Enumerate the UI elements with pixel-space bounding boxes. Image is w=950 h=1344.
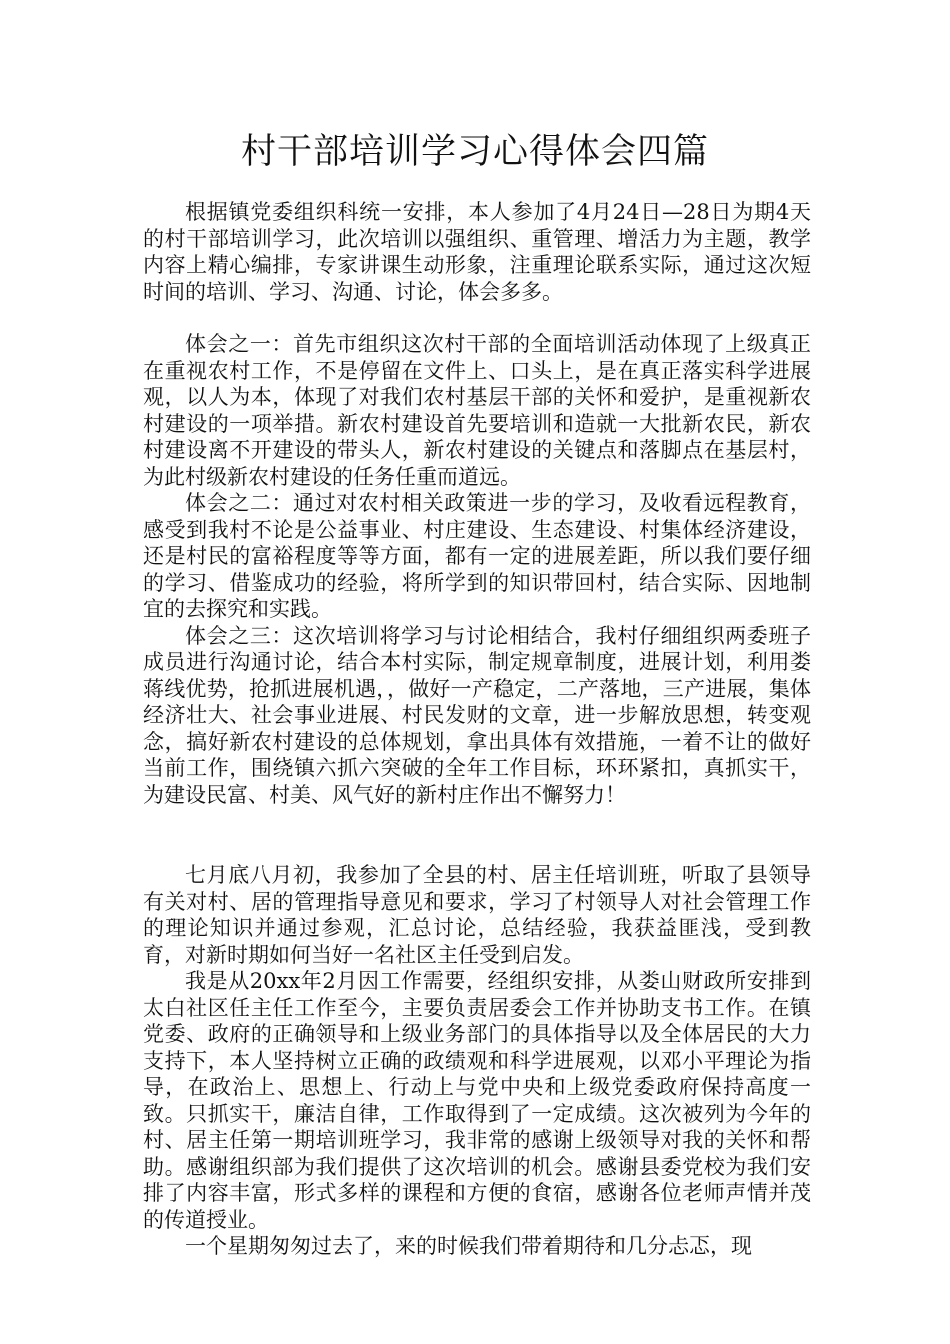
paragraph-intro: 根据镇党委组织科统一安排，本人参加了4月24日—28日为期4天的村干部培训学习，此次培训以强组织、重管理、增活力为主题，教学内容上精心编排，专家讲课生动形象，注重理论联系实际，通过这次短时间的培训、学习、沟通、讨论，体会多多。 xyxy=(143,200,811,304)
paragraph-insight-three: 体会之三：这次培训将学习与讨论相结合，我村仔细组织两委班子成员进行沟通讨论，结合本村实际，制定规章制度，进展计划，利用娄蒋线优势，抢抓进展机遇，，做好一产稳定，二产落地，三产进展，集体经济壮大、社会事业进展、村民发财的文章，进一步解放思想，转变观念，搞好新农村建设的总体规划，拿出具体有效措施，一着不让的做好当前工作，围绕镇六抓六突破的全年工作目标，环环紧扣，真抓实干，为建设民富、村美、风气好的新村庄作出不懈努力！ xyxy=(143,623,811,807)
document-body xyxy=(143,199,811,1260)
paragraph-second-essay-body: 我是从20xx年2月因工作需要，经组织安排，从娄山财政所安排到太白社区任主任工作至今，主要负责居委会工作并协助支书工作。在镇党委、政府的正确领导和上级业务部门的具体指导以及全体居民的大力支持下，本人坚持树立正确的政绩观和科学进展观，以邓小平理论为指导，在政治上、思想上、行动上与党中央和上级党委政府保持高度一致。只抓实干，廉洁自律，工作取得到了一定成绩。这次被列为今年的村、居主任第一期培训班学习，我非常的感谢上级领导对我的关怀和帮助。感谢组织部为我们提供了这次培训的机会。感谢县委党校为我们安排了内容丰富，形式多样的课程和方便的食宿，感谢各位老师声情并茂的传道授业。 xyxy=(143,969,811,1232)
paragraph-insight-one: 体会之一：首先市组织这次村干部的全面培训活动体现了上级真正在重视农村工作，不是停留在文件上、口头上，是在真正落实科学进展观，以人为本，体现了对我们农村基层干部的关怀和爱护，是重视新农村建设的一项举措。新农村建设首先要培训和造就一大批新农民，新农村建设离不开建设的带头人，新农村建设的关键点和落脚点在基层村，为此村级新农村建设的任务任重而道远。 xyxy=(143,332,811,489)
paragraph-insight-two: 体会之二：通过对农村相关政策进一步的学习，及收看远程教育，感受到我村不论是公益事业、村庄建设、生态建设、村集体经济建设，还是村民的富裕程度等等方面，都有一定的进展差距，所以我们要仔细的学习、借鉴成功的经验，将所学到的知识带回村，结合实际、因地制宜的去探究和实践。 xyxy=(143,491,811,621)
paragraph-spacer xyxy=(143,305,811,331)
paragraph-second-essay-intro: 七月底八月初，我参加了全县的村、居主任培训班，听取了县领导有关对村、居的管理指导意见和要求，学习了村领导人对社会管理工作的理论知识并通过参观，汇总讨论，总结经验，我获益匪浅，受到教育，对新时期如何当好一名社区主任受到启发。 xyxy=(143,863,811,967)
document-title: 村干部培训学习心得体会四篇 xyxy=(240,132,709,172)
section-spacer xyxy=(143,808,811,862)
paragraph-second-essay-continued: 一个星期匆匆过去了，来的时候我们带着期待和几分忐忑，现 xyxy=(185,1234,752,1258)
